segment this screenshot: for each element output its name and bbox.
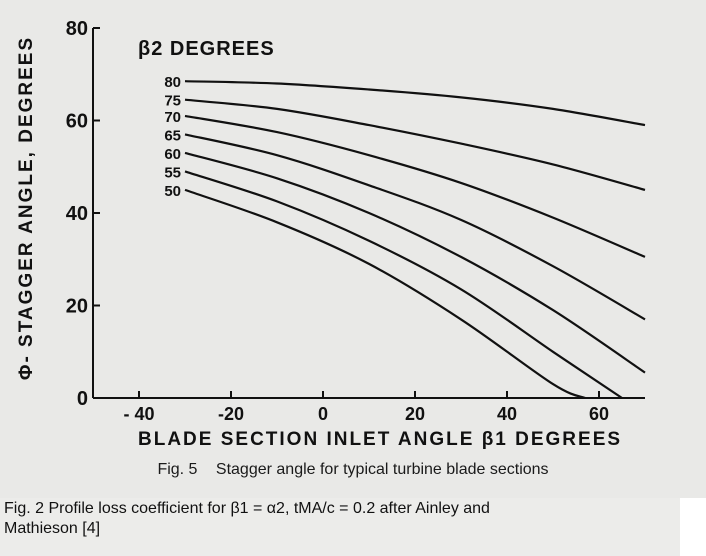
figure-caption — [0, 461, 706, 479]
series-label-65: 65 — [164, 127, 181, 145]
x-tick-label: - 40 — [123, 404, 155, 424]
figure-caption-text: Stagger angle for typical turbine blade sections — [215, 461, 549, 478]
x-tick-label: 40 — [496, 404, 518, 424]
x-tick-label: 0 — [317, 404, 329, 424]
y-axis-ticks — [66, 18, 100, 410]
series-label-75: 75 — [164, 92, 181, 110]
series-label-50: 50 — [164, 182, 181, 200]
x-axis-ticks — [123, 391, 609, 424]
previous-figure-caption-line-1: Fig. 2 Profile loss coefficient for β1 = α2, tMA/c = 0.2 after Ainley and — [4, 500, 490, 517]
y-tick-label: 60 — [65, 110, 88, 133]
chart-title: β2 DEGREES — [138, 38, 275, 60]
series-labels — [164, 74, 181, 200]
figure-number: Fig. 5 — [157, 461, 198, 478]
y-tick-label: 0 — [76, 388, 88, 410]
x-tick-label: 60 — [588, 404, 610, 424]
y-tick-label: 40 — [65, 203, 88, 225]
series-line-55 — [185, 171, 622, 398]
y-tick-label: 20 — [65, 295, 88, 318]
x-tick-label: 20 — [404, 404, 426, 424]
series-label-55: 55 — [164, 164, 181, 182]
series-line-80 — [185, 81, 645, 125]
chart-series-lines — [185, 81, 645, 398]
x-axis-label: BLADE SECTION INLET ANGLE β1 DEGREES — [138, 429, 623, 450]
series-label-80: 80 — [164, 74, 181, 92]
y-tick-label: 80 — [65, 18, 88, 40]
series-label-60: 60 — [164, 145, 181, 163]
x-tick-label: -20 — [217, 404, 245, 424]
series-line-70 — [185, 116, 645, 257]
y-axis-label: Φ- STAGGER ANGLE, DEGREES — [16, 35, 37, 381]
series-label-70: 70 — [164, 108, 181, 126]
previous-figure-caption-line-2: Mathieson [4] — [4, 520, 101, 537]
